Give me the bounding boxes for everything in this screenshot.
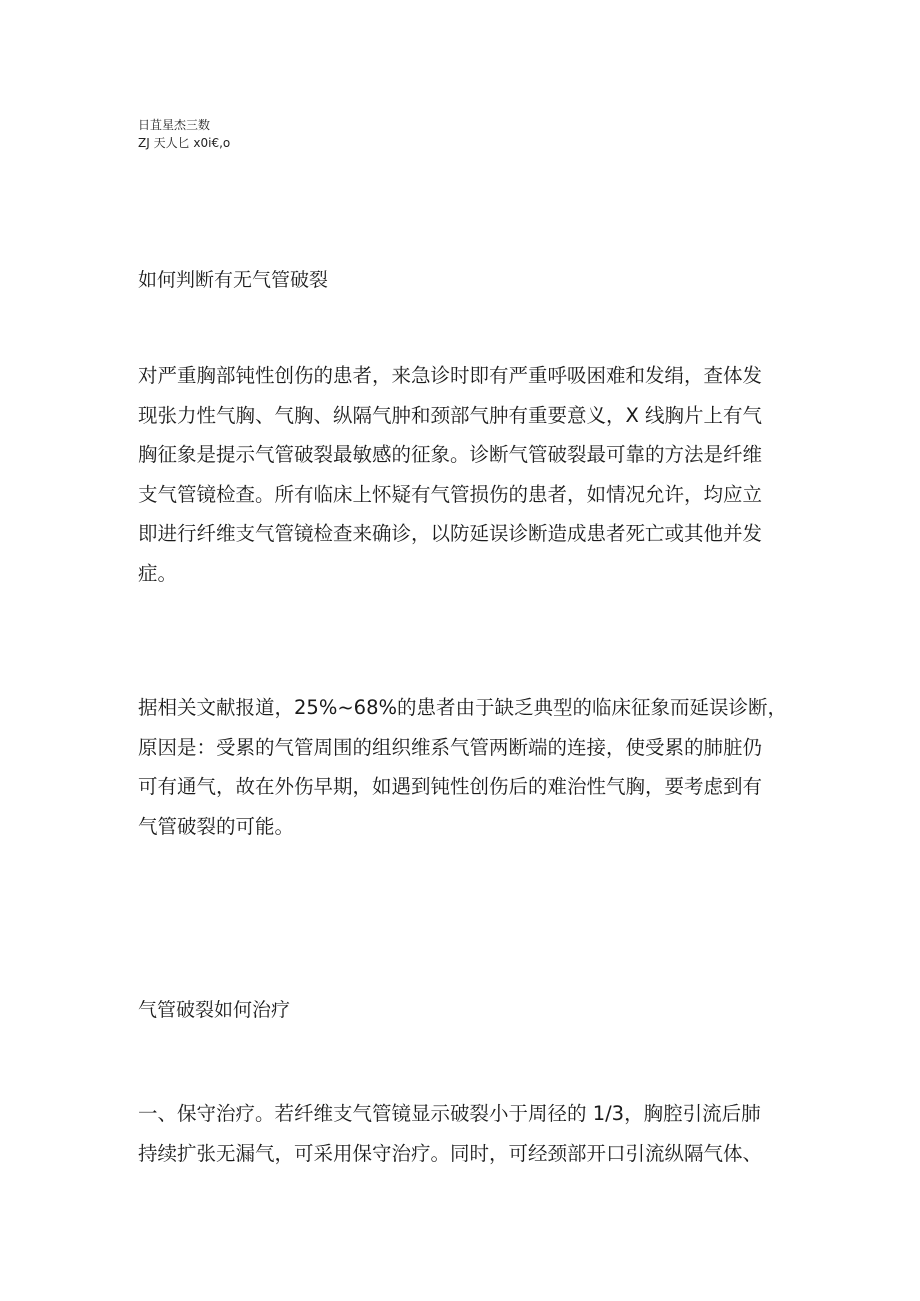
paragraph-line: 据相关文献报道，25%~68%的患者由于缺乏典型的临床征象而延误诊断， bbox=[138, 696, 788, 719]
logo-text-line-1: 日苴星杰三数 bbox=[138, 118, 211, 132]
paragraph-line: 持续扩张无漏气，可采用保守治疗。同时，可经颈部开口引流纵隔气体、 bbox=[138, 1141, 763, 1165]
paragraph-line: 对严重胸部钝性创伤的患者，来急诊时即有严重呼吸困难和发绢，查体发 bbox=[138, 364, 763, 387]
paragraph-line: 原因是：受累的气管周围的组织维系气管两断端的连接，使受累的肺脏仍 bbox=[138, 735, 763, 759]
paragraph-line: 胸征象是提示气管破裂最敏感的征象。诊断气管破裂最可靠的方法是纤维 bbox=[138, 443, 763, 467]
header-logo bbox=[138, 116, 338, 152]
paragraph-line: 一、保守治疗。若纤维支气管镜显示破裂小于周径的 1/3，胸腔引流后肺 bbox=[138, 1102, 761, 1125]
section-heading-diagnosis: 如何判断有无气管破裂 bbox=[138, 269, 329, 291]
paragraph-line: 支气管镜检查。所有临床上怀疑有气管损伤的患者，如情况允许，均应立 bbox=[138, 482, 763, 506]
paragraph-line: 症。 bbox=[138, 561, 178, 585]
paragraph-line: 可有通气，故在外伤早期，如遇到钝性创伤后的难治性气胸，要考虑到有 bbox=[138, 775, 763, 799]
paragraph-line: 现张力性气胸、气胸、纵隔气肿和颈部气肿有重要意义，X 线胸片上有气 bbox=[138, 403, 763, 427]
section-heading-treatment: 气管破裂如何治疗 bbox=[138, 999, 291, 1021]
logo-text-line-2: ZJ 天人匕 x0i€,o bbox=[138, 136, 231, 150]
paragraph-conservative-treatment bbox=[138, 1094, 786, 1173]
paragraph-line: 即进行纤维支气管镜检查来确诊，以防延误诊断造成患者死亡或其他并发 bbox=[138, 522, 763, 546]
paragraph-misdiagnosis-rate bbox=[138, 688, 786, 846]
paragraph-line: 气管破裂的可能。 bbox=[138, 814, 295, 838]
paragraph-diagnosis-methods bbox=[138, 356, 786, 594]
